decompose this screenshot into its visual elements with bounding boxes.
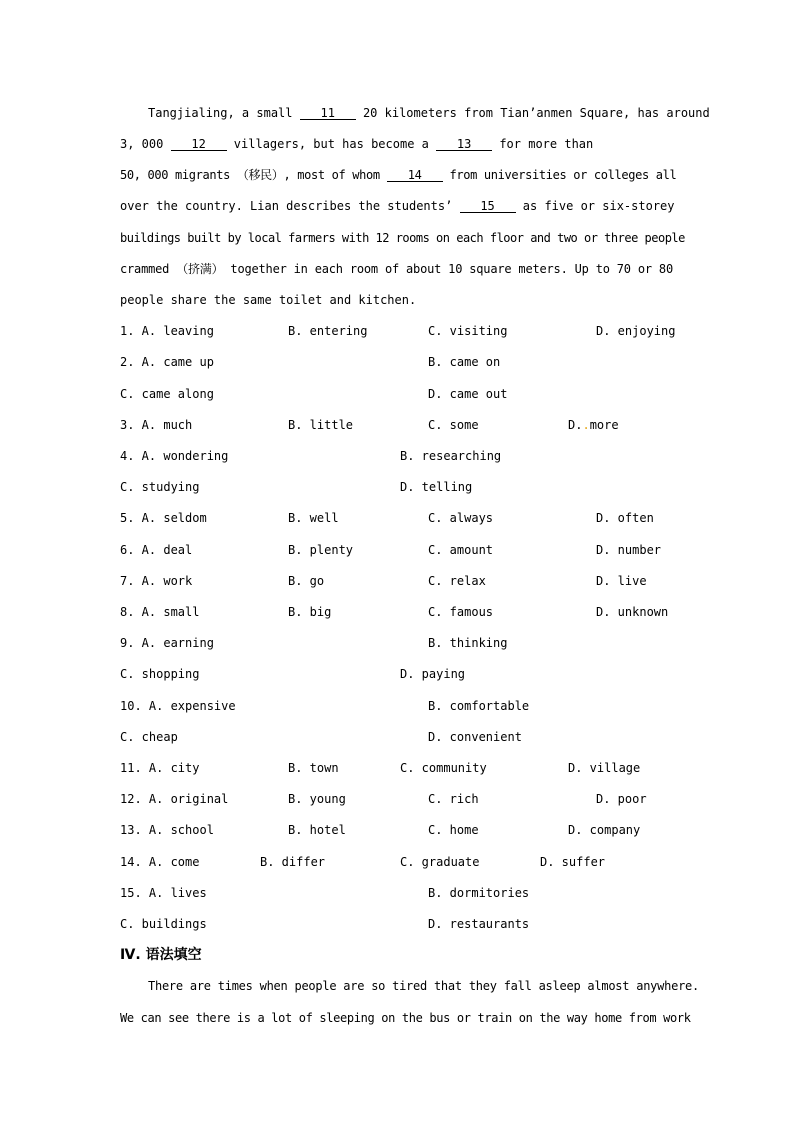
passage-text: Tangjialing, a small <box>148 106 300 120</box>
q4-option-a[interactable]: 4. A. wondering <box>120 449 229 463</box>
q15-option-d[interactable]: D. restaurants <box>428 917 530 931</box>
q11-option-c[interactable]: C. community <box>400 761 487 775</box>
cloze-passage <box>120 106 710 316</box>
q3-option-c[interactable]: C. some <box>428 418 479 432</box>
q11-option-a[interactable]: 11. A. city <box>120 761 200 775</box>
q1-option-b[interactable]: B. entering <box>288 324 368 338</box>
q13-option-b[interactable]: B. hotel <box>288 823 346 837</box>
question-6 <box>120 543 680 557</box>
q3-option-d-text: more <box>589 418 619 432</box>
question-8 <box>120 605 680 619</box>
q13-option-a[interactable]: 13. A. school <box>120 823 214 837</box>
passage-text: 3, 000 <box>120 137 171 151</box>
q14-option-d[interactable]: D. suffer <box>540 855 606 869</box>
question-9-cont <box>120 667 680 681</box>
blank-12[interactable]: 12 <box>171 138 227 151</box>
question-12 <box>120 792 680 806</box>
q10-option-c[interactable]: C. cheap <box>120 730 178 744</box>
q15-option-c[interactable]: C. buildings <box>120 917 207 931</box>
q6-option-a[interactable]: 6. A. deal <box>120 543 193 557</box>
passage-text: as five or six-storey <box>515 199 675 213</box>
q2-option-d[interactable]: D. came out <box>428 387 508 401</box>
q7-option-c[interactable]: C. relax <box>428 574 486 588</box>
passage-text: over the country. Lian describes the students’ <box>120 199 460 213</box>
passage-text: 20 kilometers from Tian’anmen Square, has around <box>355 106 710 120</box>
question-4 <box>120 449 680 463</box>
blank-14[interactable]: 14 <box>387 169 443 182</box>
q2-option-a[interactable]: 2. A. came up <box>120 355 214 369</box>
question-11 <box>120 761 680 775</box>
blank-13[interactable]: 13 <box>436 138 492 151</box>
q1-option-c[interactable]: C. visiting <box>428 324 508 338</box>
q5-option-a[interactable]: 5. A. seldom <box>120 511 207 525</box>
blank-11[interactable]: 11 <box>300 107 356 120</box>
q4-option-c[interactable]: C. studying <box>120 480 200 494</box>
question-5 <box>120 511 680 525</box>
question-10-cont <box>120 730 680 744</box>
q7-option-b[interactable]: B. go <box>288 574 325 588</box>
question-15 <box>120 886 680 900</box>
q8-option-d[interactable]: D. unknown <box>596 605 669 619</box>
q15-option-b[interactable]: B. dormitories <box>428 886 530 900</box>
question-2 <box>120 355 680 369</box>
q5-option-c[interactable]: C. always <box>428 511 494 525</box>
q14-option-b[interactable]: B. differ <box>260 855 326 869</box>
blank-15[interactable]: 15 <box>460 200 516 213</box>
q10-option-d[interactable]: D. convenient <box>428 730 522 744</box>
passage-text: from universities or colleges all <box>442 168 677 182</box>
question-7 <box>120 574 680 588</box>
q14-option-c[interactable]: C. graduate <box>400 855 480 869</box>
q5-option-d[interactable]: D. often <box>596 511 654 525</box>
q4-option-d[interactable]: D. telling <box>400 480 473 494</box>
q14-option-a[interactable]: 14. A. come <box>120 855 200 869</box>
q12-option-d[interactable]: D. poor <box>596 792 647 806</box>
q6-option-c[interactable]: C. amount <box>428 543 494 557</box>
q2-option-b[interactable]: B. came on <box>428 355 501 369</box>
q12-option-a[interactable]: 12. A. original <box>120 792 229 806</box>
q12-option-b[interactable]: B. young <box>288 792 346 806</box>
q12-option-c[interactable]: C. rich <box>428 792 479 806</box>
grammar-passage <box>120 979 699 1029</box>
q11-option-d[interactable]: D. village <box>568 761 641 775</box>
q11-option-b[interactable]: B. town <box>288 761 339 775</box>
q1-option-d[interactable]: D. enjoying <box>596 324 676 338</box>
question-3 <box>120 418 680 432</box>
q13-option-d[interactable]: D. company <box>568 823 641 837</box>
passage-line-4 <box>120 199 675 213</box>
q3-option-a[interactable]: 3. A. much <box>120 418 193 432</box>
passage-line-3 <box>120 168 676 182</box>
q9-option-c[interactable]: C. shopping <box>120 667 200 681</box>
q15-option-a[interactable]: 15. A. lives <box>120 886 207 900</box>
q9-option-d[interactable]: D. paying <box>400 667 466 681</box>
q4-option-b[interactable]: B. researching <box>400 449 502 463</box>
passage-line-7: people share the same toilet and kitchen. <box>120 293 417 307</box>
question-10 <box>120 699 680 713</box>
question-4-cont <box>120 480 680 494</box>
q7-option-d[interactable]: D. live <box>596 574 647 588</box>
q1-option-a[interactable]: 1. A. leaving <box>120 324 214 338</box>
q8-option-b[interactable]: B. big <box>288 605 332 619</box>
passage-text: 50, 000 migrants （移民）, most of whom <box>120 168 387 182</box>
q3-option-b[interactable]: B. little <box>288 418 354 432</box>
q6-option-d[interactable]: D. number <box>596 543 662 557</box>
q3-option-d-letter: D. <box>568 418 583 432</box>
q9-option-b[interactable]: B. thinking <box>428 636 508 650</box>
grammar-line-1: There are times when people are so tired that they fall asleep almost anywhere. <box>148 979 699 993</box>
question-15-cont <box>120 917 680 931</box>
section-heading: Ⅳ. 语法填空 <box>120 947 202 963</box>
question-14 <box>120 855 680 869</box>
q8-option-c[interactable]: C. famous <box>428 605 494 619</box>
question-2-cont <box>120 387 680 401</box>
q7-option-a[interactable]: 7. A. work <box>120 574 193 588</box>
passage-text: for more than <box>492 137 594 151</box>
q2-option-c[interactable]: C. came along <box>120 387 214 401</box>
q8-option-a[interactable]: 8. A. small <box>120 605 200 619</box>
q13-option-c[interactable]: C. home <box>428 823 479 837</box>
q10-option-a[interactable]: 10. A. expensive <box>120 699 236 713</box>
q5-option-b[interactable]: B. well <box>288 511 339 525</box>
q3-option-d[interactable] <box>568 418 619 432</box>
q10-option-b[interactable]: B. comfortable <box>428 699 530 713</box>
passage-line-6: crammed （挤满） together in each room of about 10 square meters. Up to 70 or 80 <box>120 262 673 276</box>
passage-line-5: buildings built by local farmers with 12 rooms on each floor and two or three people <box>120 231 685 245</box>
question-9 <box>120 636 680 650</box>
passage-text: villagers, but has become a <box>226 137 437 151</box>
orange-dot-mark: . <box>582 418 590 432</box>
grammar-line-2: We can see there is a lot of sleeping on the bus or train on the way home from work <box>120 1011 691 1025</box>
q6-option-b[interactable]: B. plenty <box>288 543 354 557</box>
q9-option-a[interactable]: 9. A. earning <box>120 636 214 650</box>
question-13 <box>120 823 680 837</box>
passage-line-1 <box>148 106 710 120</box>
question-1 <box>120 324 680 338</box>
passage-line-2 <box>120 137 593 151</box>
